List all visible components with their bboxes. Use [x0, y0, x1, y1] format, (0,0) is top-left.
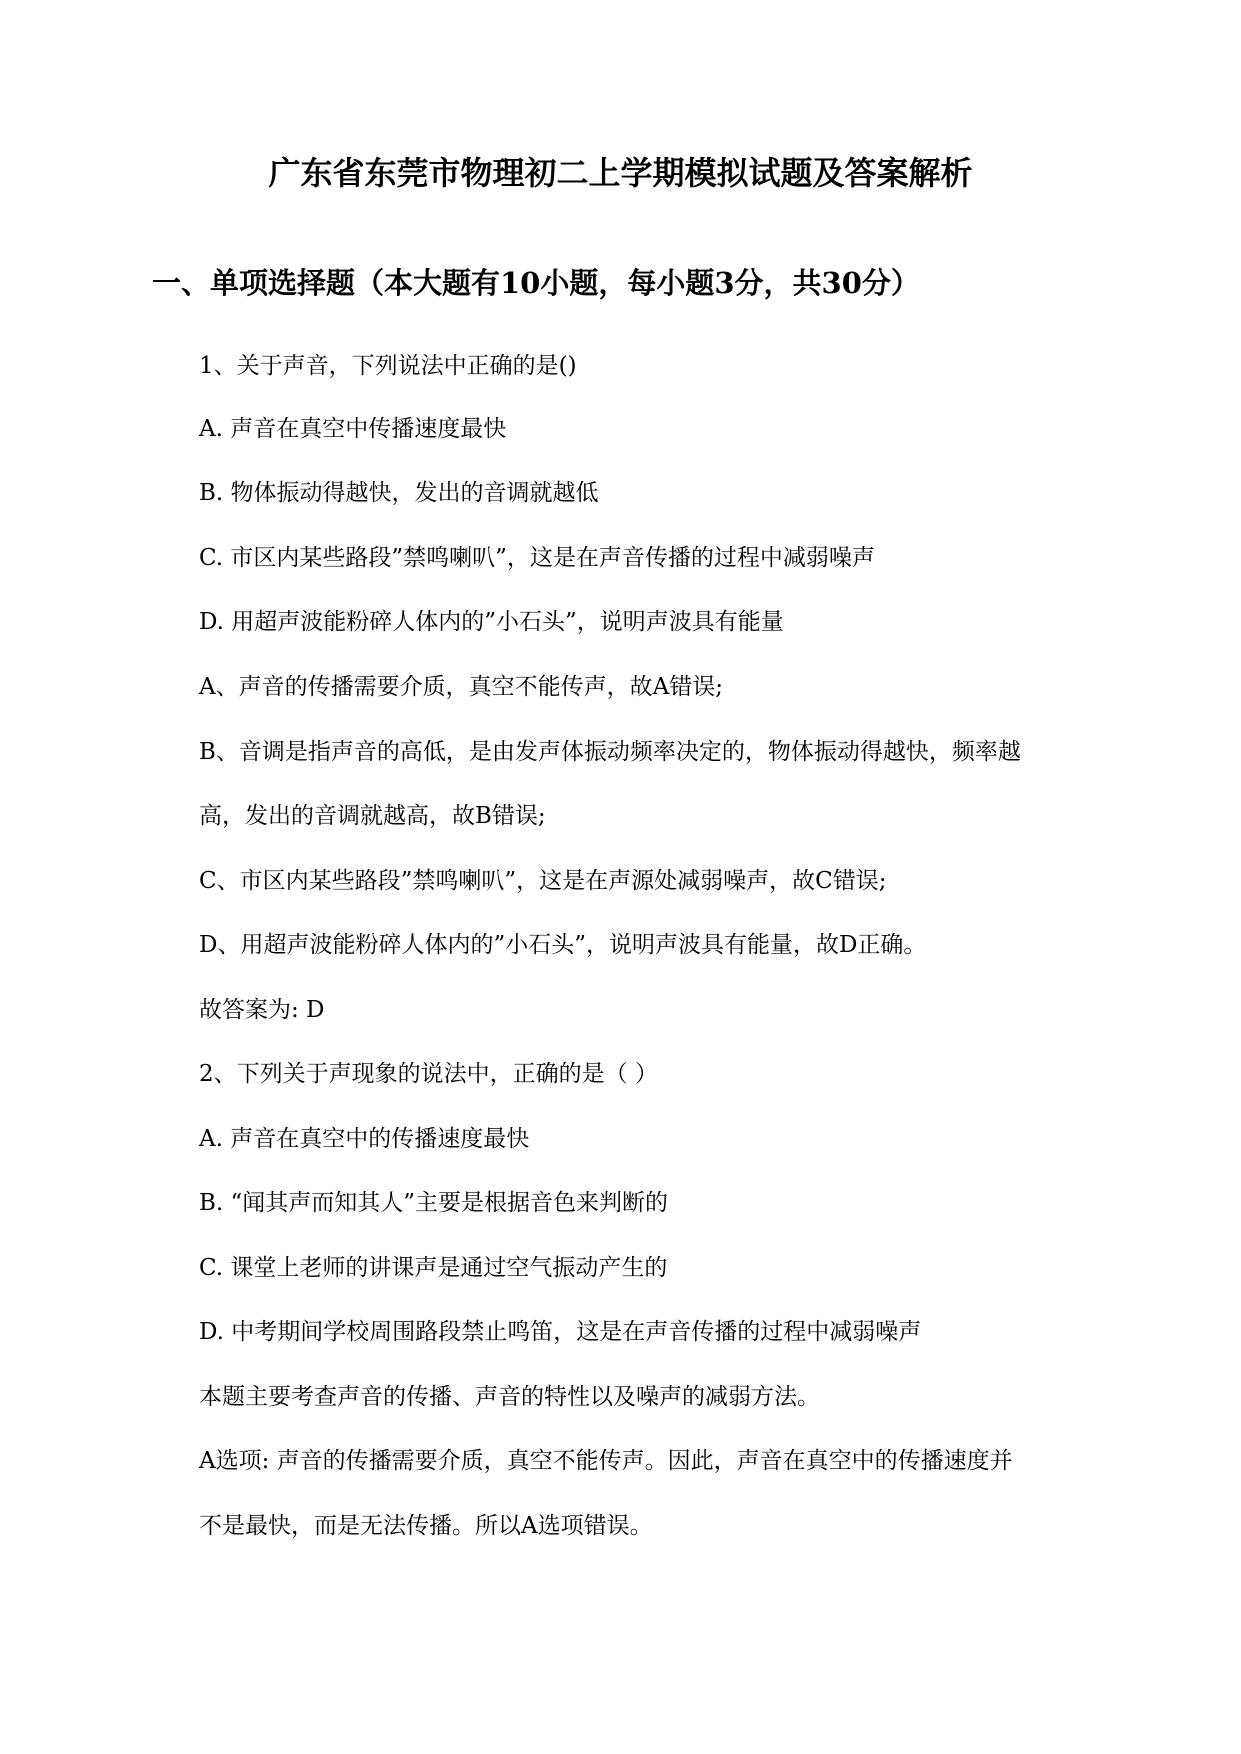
question-2-stem: 2、下列关于声现象的说法中，正确的是（ ） [199, 1061, 658, 1087]
answer-1-analysis-a: A、声音的传播需要介质，真空不能传声，故A错误; [199, 674, 723, 700]
question-2-option-d: D. 中考期间学校周围路段禁止鸣笛，这是在声音传播的过程中减弱噪声 [199, 1319, 922, 1345]
answer-1-analysis-d: D、用超声波能粉碎人体内的”小石头”，说明声波具有能量，故D正确。 [199, 932, 927, 958]
question-1-option-d: D. 用超声波能粉碎人体内的”小石头”，说明声波具有能量 [199, 609, 784, 635]
answer-2-intro: 本题主要考查声音的传播、声音的特性以及噪声的减弱方法。 [199, 1384, 820, 1410]
answer-1-analysis-c: C、市区内某些路段”禁鸣喇叭”，这是在声源处减弱噪声，故C错误; [199, 868, 887, 894]
section-heading: 一、单项选择题（本大题有10小题，每小题3分，共30分） [152, 266, 920, 300]
question-2-option-a: A. 声音在真空中的传播速度最快 [199, 1126, 530, 1152]
question-1-option-a: A. 声音在真空中传播速度最快 [199, 416, 507, 442]
question-1-stem: 1、关于声音，下列说法中正确的是() [199, 353, 577, 379]
document-title: 广东省东莞市物理初二上学期模拟试题及答案解析 [268, 154, 973, 192]
answer-1-analysis-b: B、音调是指声音的高低，是由发声体振动频率决定的，物体振动得越快，频率越 [199, 739, 1021, 765]
question-2-option-c: C. 课堂上老师的讲课声是通过空气振动产生的 [199, 1255, 668, 1281]
question-1-option-b: B. 物体振动得越快，发出的音调就越低 [199, 480, 599, 506]
answer-2-analysis-a-cont: 不是最快，而是无法传播。所以A选项错误。 [199, 1513, 653, 1539]
question-1-option-c: C. 市区内某些路段”禁鸣喇叭”，这是在声音传播的过程中减弱噪声 [199, 545, 875, 571]
question-2-option-b: B. “闻其声而知其人”主要是根据音色来判断的 [199, 1190, 669, 1216]
answer-2-analysis-a: A选项: 声音的传播需要介质，真空不能传声。因此，声音在真空中的传播速度并 [199, 1448, 1013, 1474]
answer-1-result: 故答案为: D [199, 997, 325, 1023]
answer-1-analysis-b-cont: 高，发出的音调就越高，故B错误; [199, 803, 546, 829]
